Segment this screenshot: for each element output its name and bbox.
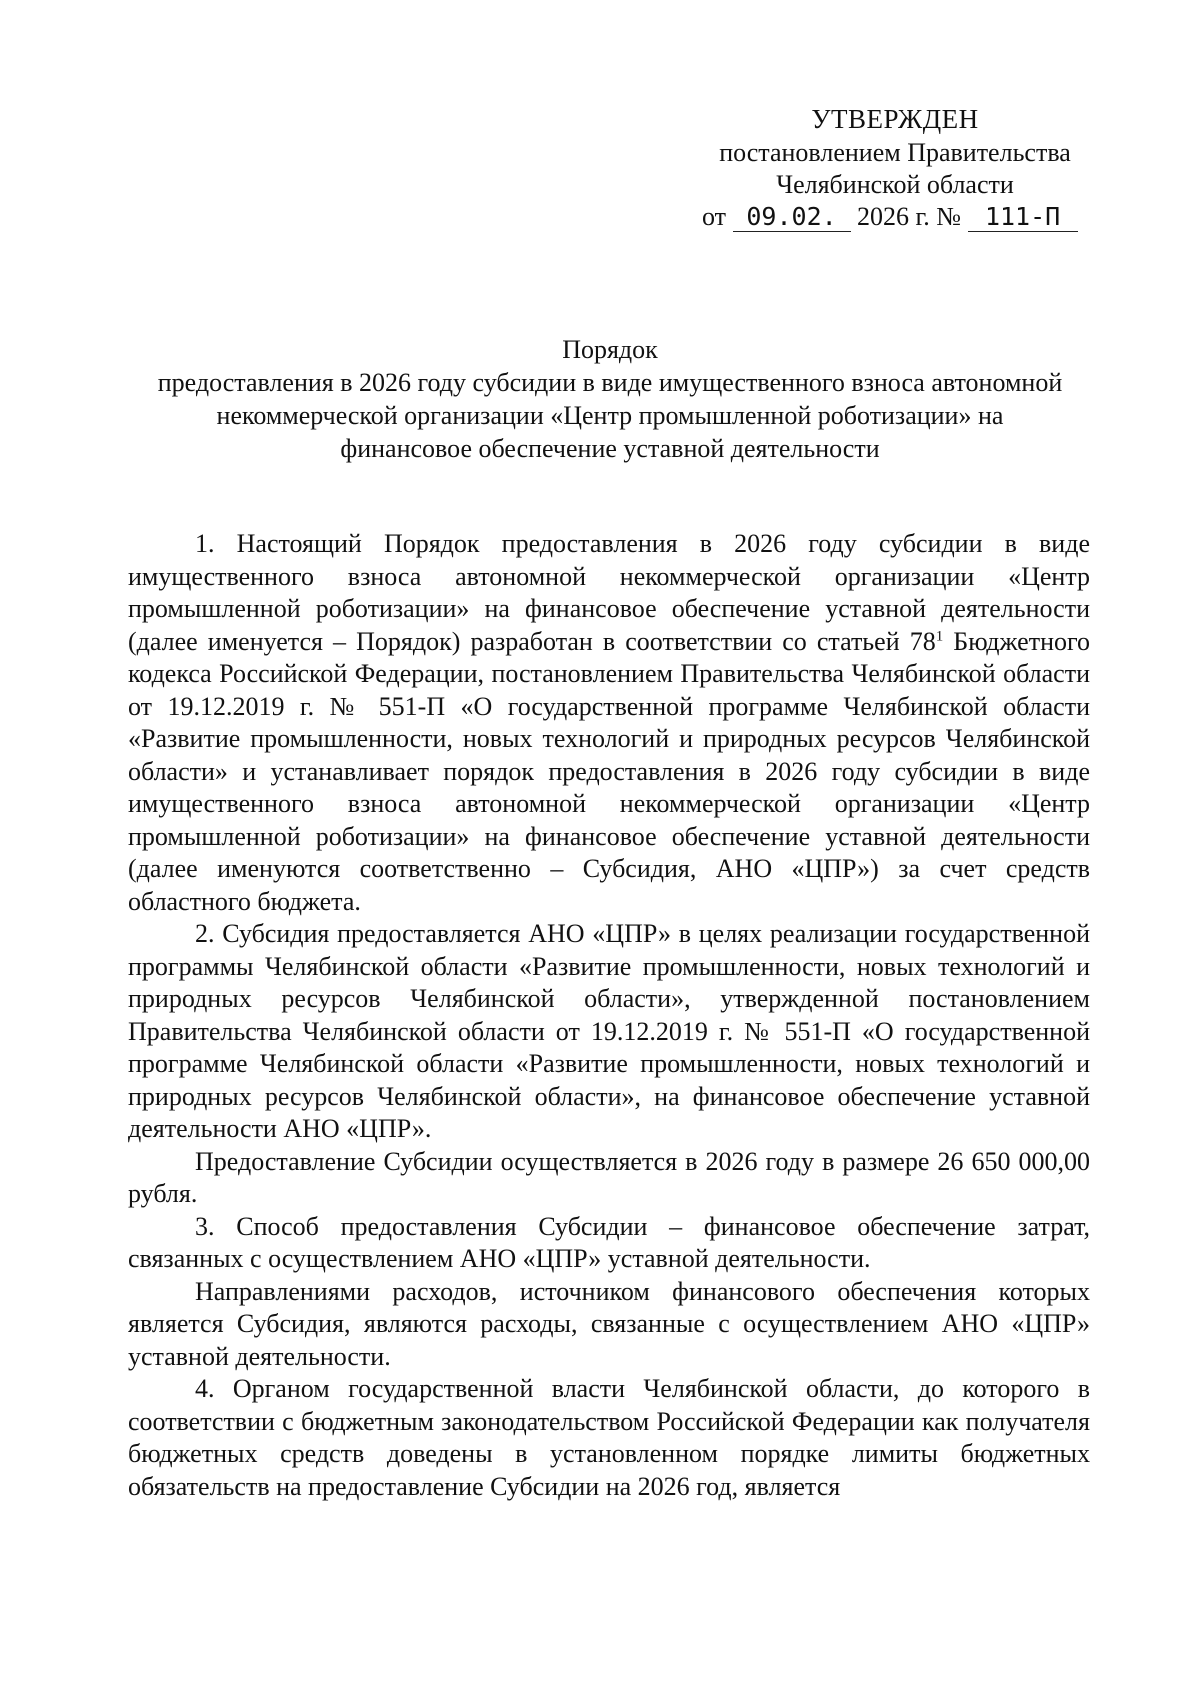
paragraph-1-superscript: 1 (935, 627, 944, 644)
approval-number: 111-П (968, 203, 1078, 232)
document-body (128, 528, 1090, 1503)
document-title-block (150, 333, 1070, 465)
approval-line-2: Челябинской области (776, 170, 1014, 199)
document-subtitle: предоставления в 2026 году субсидии в виде имущественного взноса автономной некоммерческой организации «Центр промышленной роботизации» на финансовое обеспечение уставной деятельности (157, 368, 1063, 463)
paragraph-1 (128, 528, 1090, 918)
approval-block (700, 103, 1090, 233)
paragraph-3: 3. Способ предоставления Субсидии – финансовое обеспечение затрат, связанных с осуществлением АНО «ЦПР» уставной деятельности. (128, 1211, 1090, 1273)
approval-stamp: УТВЕРЖДЕН (811, 104, 979, 134)
document-title: Порядок (562, 335, 658, 364)
paragraph-1-end: Бюджетного кодекса Российской Федерации, постановлением Правительства Челябинской области от 19.12.2019 г. № 551-П «О государственной программе Челябинской области «Развитие промышленности, новых технологий и природных ресурсов Челябинской области» и устанавливает порядок предоставления в 2026 году субсидии в виде имущественного взноса автономной некоммерческой организации «Центр промышленной роботизации» на финансовое обеспечение уставной деятельности (далее именуются соответственно – Субсидия, АНО «ЦПР») за счет средств областного бюджета. (128, 626, 1090, 916)
approval-date: 09.02. (733, 203, 851, 232)
paragraph-4: 4. Органом государственной власти Челябинской области, до которого в соответствии с бюджетным законодательством Российской Федерации как получателя бюджетных средств доведены в установленном порядке лимиты бюджетных обязательств на предоставление Субсидии на 2026 год, является (128, 1374, 1090, 1501)
approval-from-prefix: от (702, 202, 727, 231)
approval-date-line (700, 201, 1090, 233)
paragraph-3-directions: Направлениями расходов, источником финансового обеспечения которых является Субсидия, являются расходы, связанные с осуществлением АНО «ЦПР» уставной деятельности. (128, 1276, 1090, 1371)
paragraph-2-amount: Предоставление Субсидии осуществляется в 2026 году в размере 26 650 000,00 рубля. (128, 1146, 1090, 1208)
approval-year: 2026 г. № (857, 202, 962, 231)
approval-line-1: постановлением Правительства (719, 138, 1071, 167)
paragraph-1-start: 1. Настоящий Порядок предоставления в 2026 году субсидии в виде имущественного взноса автономной некоммерческой организации «Центр промышленной роботизации» на финансовое обеспечение уставной деятельности (далее именуется – Порядок) разработан в соответствии со статьей 78 (128, 529, 1090, 656)
paragraph-2: 2. Субсидия предоставляется АНО «ЦПР» в целях реализации государственной программы Челябинской области «Развитие промышленности, новых технологий и природных ресурсов Челябинской области», утвержденной постановлением Правительства Челябинской области от 19.12.2019 г. № 551-П «О государственной программе Челябинской области «Развитие промышленности, новых технологий и природных ресурсов Челябинской области», на финансовое обеспечение уставной деятельности АНО «ЦПР». (128, 919, 1090, 1143)
